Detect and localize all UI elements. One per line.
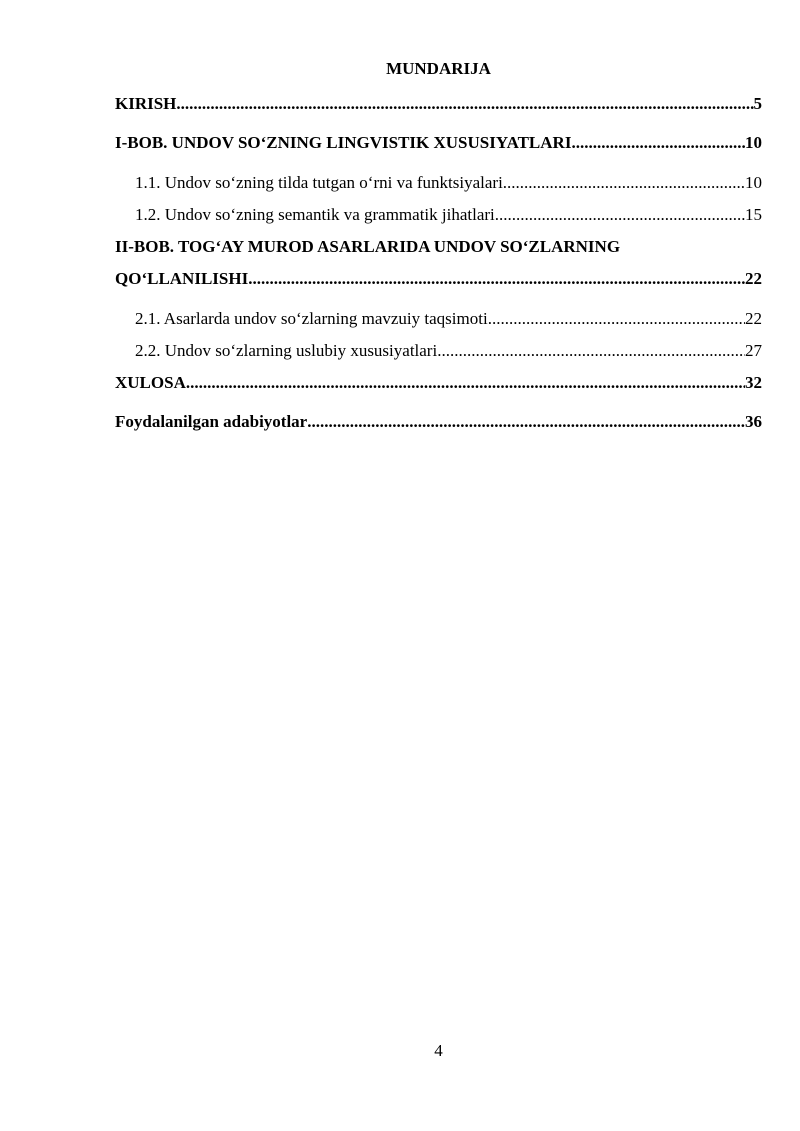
toc-entry-kirish[interactable] [115,94,762,114]
dot-leader [248,269,745,289]
toc-entry-page: 10 [745,173,762,192]
toc-entry-section-2-1[interactable] [135,309,762,329]
toc-entry-page: 10 [745,133,762,152]
toc-entry-label: KIRISH [115,94,177,113]
toc-entry-page: 5 [753,94,762,113]
dot-leader [186,373,745,393]
toc-entry-page: 15 [745,205,762,224]
toc-entry-page: 36 [745,412,762,431]
page-number: 4 [434,1041,443,1060]
toc-entry-chapter-1[interactable] [115,133,762,153]
toc-entry-page: 27 [745,341,762,360]
toc-entry-label: QO‘LLANILISHI [115,269,249,288]
dot-leader [503,173,745,193]
toc-entry-label: 1.2. Undov so‘zning semantik va grammatik jihatlari [135,205,495,224]
dot-leader [571,133,745,153]
dot-leader [488,309,745,329]
toc-entry-chapter-2[interactable] [115,269,762,289]
page-title: MUNDARIJA [386,59,491,78]
toc-entry-xulosa[interactable] [115,373,762,393]
toc-entry-label: XULOSA [115,373,186,392]
toc-entry-page: 22 [745,269,762,288]
toc-entry-label: I-BOB. UNDOV SO‘ZNING LINGVISTIK XUSUSIYATLARI [115,133,572,152]
dot-leader [437,341,745,361]
dot-leader [176,94,753,114]
dot-leader [495,205,745,225]
dot-leader [307,412,745,432]
toc-entry-label: Foydalanilgan adabiyotlar [115,412,308,431]
toc-entry-references[interactable] [115,412,762,432]
toc-entry-page: 32 [745,373,762,392]
toc-entry-label: 2.1. Asarlarda undov so‘zlarning mavzuiy taqsimoti [135,309,488,328]
toc-entry-label: 1.1. Undov so‘zning tilda tutgan o‘rni va funktsiyalari [135,173,503,192]
toc-entry-section-1-1[interactable] [135,173,762,193]
toc-entry-section-1-2[interactable] [135,205,762,225]
toc-entry-page: 22 [745,309,762,328]
toc-entry-chapter-2-title-line[interactable]: II-BOB. TOG‘AY MUROD ASARLARIDA UNDOV SO‘ZLARNING [115,237,621,256]
toc-entry-section-2-2[interactable] [135,341,762,361]
toc-entry-label: 2.2. Undov so‘zlarning uslubiy xususiyatlari [135,341,438,360]
